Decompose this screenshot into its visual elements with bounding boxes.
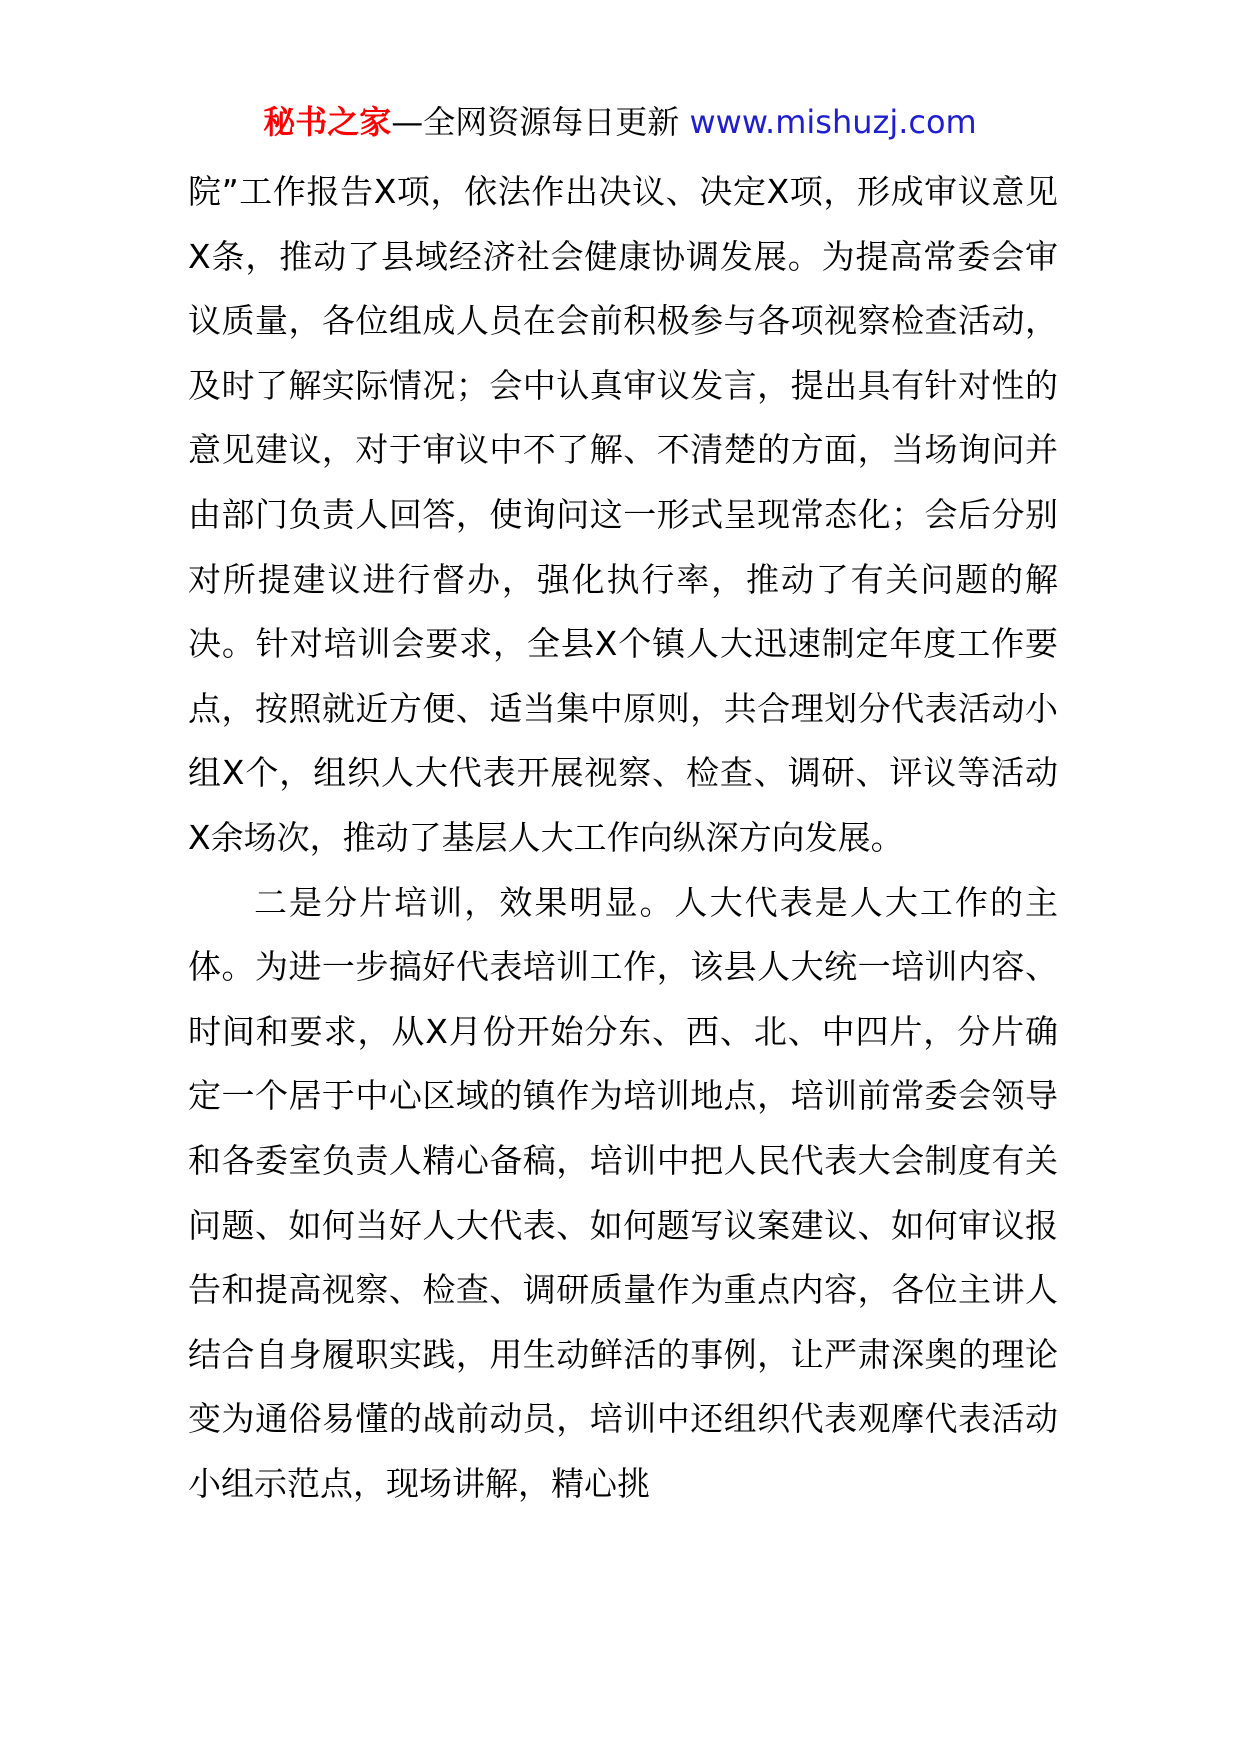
paragraph-second-point: 二是分片培训，效果明显。人大代表是人大工作的主体。为进一步搞好代表培训工作，该县人大统一培训内容、时间和要求，从X月份开始分东、西、北、中四片，分片确定一个居于中心区域的镇作为培训地点，培训前常委会领导和各委室负责人精心备稿，培训中把人民代表大会制度有关问题、如何当好人大代表、如何题写议案建议、如何审议报告和提高视察、检查、调研质量作为重点内容，各位主讲人结合自身履职实践，用生动鲜活的事例，让严肃深奥的理论变为通俗易懂的战前动员，培训中还组织代表观摩代表活动小组示范点，现场讲解，精心挑 xyxy=(188,882,1058,1503)
page-header xyxy=(0,100,1240,144)
document-body xyxy=(188,160,1058,1516)
paragraph-continued: 院”工作报告X项，依法作出决议、决定X项，形成审议意见X条，推动了县域经济社会健康协调发展。为提高常委会审议质量，各位组成人员在会前积极参与各项视察检查活动，及时了解实际情况；会中认真审议发言，提出具有针对性的意见建议，对于审议中不了解、不清楚的方面，当场询问并由部门负责人回答，使询问这一形式呈现常态化；会后分别对所提建议进行督办，强化执行率，推动了有关问题的解决。针对培训会要求，全县X个镇人大迅速制定年度工作要点，按照就近方便、适当集中原则，共合理划分代表活动小组X个，组织人大代表开展视察、检查、调研、评议等活动X余场次，推动了基层人大工作向纵深方向发展。 xyxy=(188,172,1058,857)
header-brand: 秘书之家 xyxy=(263,103,392,141)
header-tagline: —全网资源每日更新 xyxy=(391,103,680,141)
header-url-link[interactable]: www.mishuzj.com xyxy=(689,103,977,141)
